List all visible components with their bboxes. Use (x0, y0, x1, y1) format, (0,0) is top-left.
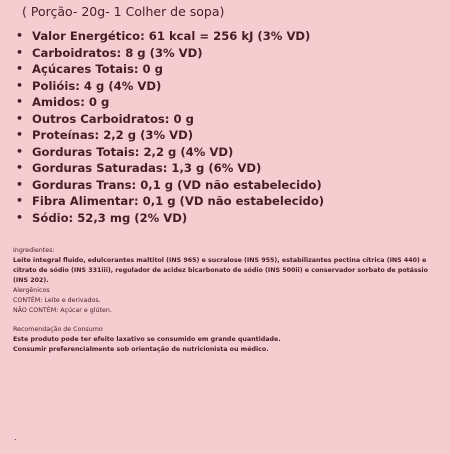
nutrient-item (14, 28, 324, 45)
nutrient-item (14, 45, 324, 62)
nutrient-item (14, 127, 324, 144)
bullet-icon: • (16, 194, 24, 207)
nutrient-text: Gorduras Saturadas: 1,3 g (6% VD) (32, 161, 262, 175)
bullet-icon: • (16, 111, 24, 125)
bullet-icon: • (16, 62, 24, 75)
recommendation-line-1: Este produto pode ter efeito laxativo se consumido em grande quantidade. (13, 336, 281, 343)
nutrient-item (14, 177, 324, 194)
allergens-title: Alergênicos (13, 287, 50, 294)
nutrient-item (14, 61, 324, 78)
recommendation-title: Recomendação de Consumo (13, 326, 103, 333)
allergens-not-contains: NÃO CONTÉM: Açúcar e glúten. (13, 307, 112, 314)
recommendation-section (13, 325, 440, 355)
bullet-icon: • (16, 128, 24, 141)
ingredients-title: Ingredientes: (13, 247, 55, 254)
nutrient-item (14, 94, 324, 111)
trailing-dot: . (14, 433, 17, 442)
nutrient-text: Valor Energético: 61 kcal = 256 kJ (3% VD) (32, 29, 311, 43)
nutrient-text: Sódio: 52,3 mg (2% VD) (32, 210, 188, 225)
portion-info: ( Porção- 20g- 1 Colher de sopa) (22, 4, 225, 19)
bullet-icon: • (16, 29, 24, 42)
nutrient-text: Proteínas: 2,2 g (3% VD) (32, 128, 194, 142)
nutrient-text: Amidos: 0 g (32, 95, 110, 109)
allergens-contains: CONTÉM: Leite e derivados. (13, 297, 101, 304)
bullet-icon: • (16, 45, 24, 59)
bullet-icon: • (16, 161, 24, 174)
nutrient-item (14, 210, 324, 227)
nutrient-text: Outros Carboidratos: 0 g (32, 111, 194, 126)
nutrient-item (14, 193, 324, 210)
nutrient-item (14, 144, 324, 161)
nutrient-item (14, 78, 324, 95)
nutrient-text: Carboidratos: 8 g (3% VD) (32, 45, 203, 60)
nutrient-list (14, 28, 324, 226)
bullet-icon: • (16, 78, 24, 92)
nutrient-text: Fibra Alimentar: 0,1 g (VD não estabelecido) (32, 194, 325, 208)
nutrient-text: Polióis: 4 g (4% VD) (32, 78, 162, 93)
ingredients-section (13, 246, 440, 286)
nutrient-text: Gorduras Trans: 0,1 g (VD não estabelecido) (32, 177, 322, 192)
nutrient-text: Gorduras Totais: 2,2 g (4% VD) (32, 144, 234, 159)
nutrient-text: Açúcares Totais: 0 g (32, 62, 163, 76)
bullet-icon: • (16, 177, 24, 191)
ingredients-text: Leite integral fluido, edulcorantes maltitol (INS 965) e sucralose (INS 955), estabilizantes pectina cítrica (INS 440) e citrato de sódio (INS 331iii), regulador de acidez bicarbonato de sódio (INS 500ii) e conservador sorbato de potássio (INS 202). (13, 257, 428, 284)
bullet-icon: • (16, 95, 24, 108)
allergens-section (13, 286, 440, 316)
recommendation-line-2: Consumir preferencialmente sob orientação de nutricionista ou médico. (13, 346, 269, 353)
bullet-icon: • (16, 144, 24, 158)
nutrient-item (14, 160, 324, 177)
bullet-icon: • (16, 210, 24, 224)
nutrient-item (14, 111, 324, 128)
